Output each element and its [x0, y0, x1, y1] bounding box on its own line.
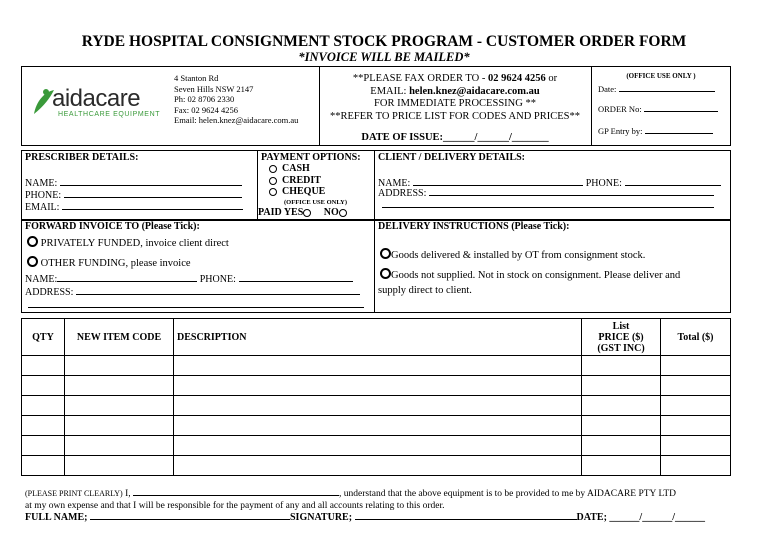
declaration-name-field[interactable] — [133, 486, 339, 496]
delivery-option-not-supplied[interactable]: Goods not supplied. Not in stock on consignment. Please deliver and supply direct to client. — [378, 270, 681, 296]
other-funding-option[interactable]: OTHER FUNDING, please invoice — [27, 256, 191, 271]
invoice-name-field[interactable]: NAME: PHONE: — [25, 272, 353, 286]
date-of-issue[interactable]: DATE OF ISSUE:______/______/_______ — [361, 132, 549, 143]
payment-heading: PAYMENT OPTIONS: — [261, 152, 361, 163]
other-funding-radio[interactable] — [27, 256, 38, 267]
forward-invoice-heading: FORWARD INVOICE TO (Please Tick): — [25, 221, 200, 232]
table-row[interactable] — [22, 396, 731, 416]
privately-funded-option[interactable]: PRIVATELY FUNDED, invoice client direct — [27, 236, 229, 251]
payment-cash-option[interactable]: CASH — [269, 163, 310, 175]
client-heading: CLIENT / DELIVERY DETAILS: — [378, 152, 526, 163]
table-row[interactable] — [22, 436, 731, 456]
qty-header: QTY — [22, 319, 65, 356]
declaration: (PLEASE PRINT CLEARLY) I, , understand that the above equipment is to be provided to me by AIDACARE PTY LTD at my own expense and that I will be responsible for the payment of any and all accounts relating to this order. — [25, 486, 676, 512]
office-date-field[interactable]: Date: — [598, 82, 715, 95]
total-header: Total ($) — [661, 319, 731, 356]
delivery-installed-radio[interactable] — [380, 248, 391, 259]
signature-line: FULL NAME; SIGNATURE; DATE; ______/______/______ — [25, 512, 705, 523]
form-subtitle: *INVOICE WILL BE MAILED* — [298, 50, 470, 64]
table-header-row — [22, 319, 731, 356]
paid-yes-radio[interactable] — [303, 209, 311, 217]
paid-status[interactable]: PAID YES NO — [258, 207, 347, 219]
delivery-heading: DELIVERY INSTRUCTIONS (Please Tick): — [378, 221, 570, 232]
delivery-option-installed[interactable]: Goods delivered & installed by OT from consignment stock. — [380, 248, 645, 263]
office-use-heading: (OFFICE USE ONLY ) — [626, 72, 696, 80]
payment-credit-option[interactable]: CREDIT — [269, 175, 321, 187]
office-gp-entry-field[interactable]: GP Entry by: — [598, 124, 713, 137]
payment-office-use: (OFFICE USE ONLY) — [284, 199, 347, 206]
office-order-no-field[interactable]: ORDER No: — [598, 102, 718, 115]
date-field[interactable]: DATE; ______/______/______ — [576, 512, 705, 523]
table-row[interactable] — [22, 456, 731, 476]
order-items-table — [21, 318, 731, 476]
price-header: List PRICE ($) (GST INC) — [582, 319, 661, 356]
item-code-header: NEW ITEM CODE — [65, 319, 174, 356]
description-header: DESCRIPTION — [174, 319, 582, 356]
table-row[interactable] — [22, 356, 731, 376]
privately-funded-radio[interactable] — [27, 236, 38, 247]
fax-instructions: **PLEASE FAX ORDER TO - 02 9624 4256 or EMAIL: helen.knez@aidacare.com.au FOR IMMEDIATE PROCESSING ** **REFER TO PRICE LIST FOR CODES AND PRICES** — [329, 73, 580, 122]
logo-text: aidacare — [52, 85, 141, 112]
cheque-radio[interactable] — [269, 188, 277, 196]
company-address: 4 Stanton Rd Seven Hills NSW 2147 Ph: 02 8706 2330 Fax: 02 9624 4256 Email: helen.knez@aidacare.com.au — [174, 73, 299, 125]
form-title: RYDE HOSPITAL CONSIGNMENT STOCK PROGRAM - CUSTOMER ORDER FORM — [81, 33, 687, 50]
signature-field[interactable] — [355, 510, 577, 520]
cash-radio[interactable] — [269, 165, 277, 173]
invoice-address-field[interactable]: ADDRESS: — [25, 285, 360, 299]
payment-cheque-option[interactable]: CHEQUE — [269, 186, 325, 198]
prescriber-email-field[interactable]: EMAIL: — [25, 200, 243, 214]
client-name-field[interactable]: NAME: PHONE: — [378, 176, 721, 190]
prescriber-phone-field[interactable]: PHONE: — [25, 188, 242, 202]
delivery-not-supplied-radio[interactable] — [380, 268, 391, 279]
table-row[interactable] — [22, 416, 731, 436]
prescriber-heading: PRESCRIBER DETAILS: — [25, 152, 139, 163]
paid-no-radio[interactable] — [339, 209, 347, 217]
full-name-field[interactable] — [90, 510, 290, 520]
prescriber-name-field[interactable]: NAME: — [25, 176, 242, 190]
credit-radio[interactable] — [269, 177, 277, 185]
table-row[interactable] — [22, 376, 731, 396]
aidacare-logo — [30, 85, 162, 122]
client-address-field[interactable]: ADDRESS: — [378, 186, 714, 200]
logo-subtext: HEALTHCARE EQUIPMENT — [58, 111, 161, 118]
